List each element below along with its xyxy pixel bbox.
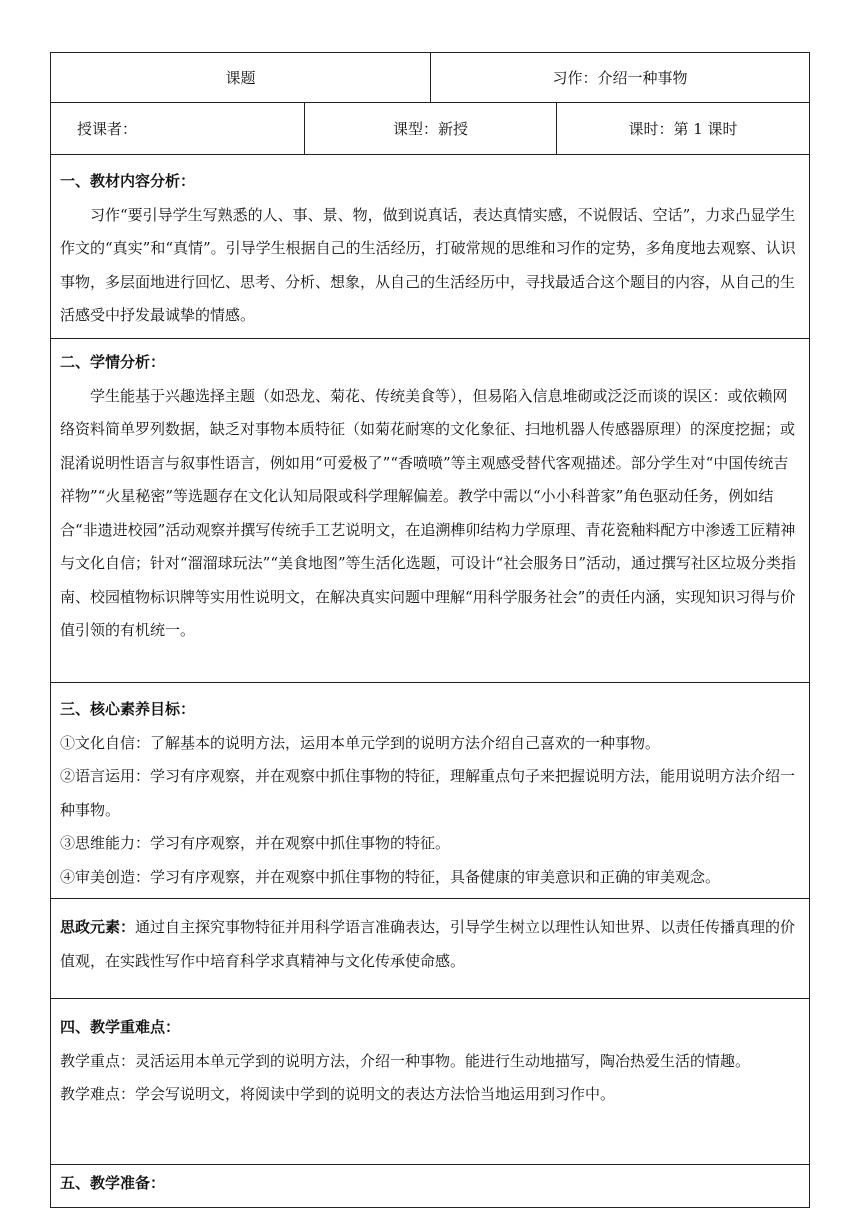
ideology-paragraph xyxy=(60,911,800,978)
section-core-goals xyxy=(51,683,809,899)
section-heading: 二、学情分析： xyxy=(60,353,166,371)
section-body: 通过自主探究事物特征并用科学语言准确表达，引导学生树立以理性认知世界、以责任传播真理的价值观，在实践性写作中培育科学求真精神与文化传承使命感。 xyxy=(60,918,796,970)
section-textbook-analysis xyxy=(51,155,809,339)
teacher-label: 授课者： xyxy=(77,120,138,138)
goal-item: ②语言运用：学习有序观察，并在观察中抓住事物的特征，理解重点句子来把握说明方法，能用说明方法介绍一种事物。 xyxy=(60,767,796,819)
title-row xyxy=(51,53,809,103)
lesson-period: 课时：第 1 课时 xyxy=(556,103,809,154)
section-key-points xyxy=(51,999,809,1165)
section-heading: 四、教学重难点： xyxy=(60,1018,181,1036)
goal-item: ③思维能力：学习有序观察，并在观察中抓住事物的特征。 xyxy=(60,834,451,852)
section-preparation xyxy=(51,1165,809,1207)
lesson-plan-table xyxy=(50,52,810,1208)
goal-item: ①文化自信：了解基本的说明方法，运用本单元学到的说明方法介绍自己喜欢的一种事物。 xyxy=(60,733,661,752)
section-body: 习作“要引导学生写熟悉的人、事、景、物，做到说真话，表达真情实感，不说假话、空话”，力求凸显学生作文的“真实”和“真情”。引导学生根据自己的生活经历，打破常规的思维和习作的定势，多角度地去观察、认识事物，多层面地进行回忆、思考、分析、想象，从自己的生活经历中，寻找最适合这个题目的内容，从自己的生活感受中抒发最诚挚的情感。 xyxy=(60,205,796,324)
section-ideology xyxy=(51,899,809,999)
topic-value: 习作：介绍一种事物 xyxy=(430,53,809,102)
section-heading: 五、教学准备： xyxy=(60,1174,166,1192)
section-heading: 思政元素： xyxy=(60,918,136,936)
info-row xyxy=(51,103,809,155)
key-point: 教学重点：灵活运用本单元学到的说明方法，介绍一种事物。能进行生动地描写，陶冶热爱生活的情趣。 xyxy=(60,1051,751,1070)
section-body: 学生能基于兴趣选择主题（如恐龙、菊花、传统美食等），但易陷入信息堆砌或泛泛而谈的误区：或依赖网络资料简单罗列数据，缺乏对事物本质特征（如菊花耐寒的文化象征、扫地机器人传感器原理）的深度挖掘；或混淆说明性语言与叙事性语言，例如用“可爱极了”“香喷喷”等主观感受替代客观描述。部分学生对“中国传统吉祥物”“火星秘密”等选题存在文化认知局限或科学理解偏差。教学中需以“小小科普家”角色驱动任务，例如结合“非遗进校园”活动观察并撰写传统手工艺说明文，在追溯榫卯结构力学原理、青花瓷釉料配方中渗透工匠精神与文化自信；针对“溜溜球玩法”“美食地图”等生活化选题，可设计“社会服务日”活动，通过撰写社区垃圾分类指南、校园植物标识牌等实用性说明文，在解决真实问题中理解“用科学服务社会”的责任内涵，实现知识习得与价值引领的有机统一。 xyxy=(60,386,797,639)
topic-label: 课题 xyxy=(225,69,256,87)
goal-item: ④审美创造：学习有序观察，并在观察中抓住事物的特征，具备健康的审美意识和正确的审美观念。 xyxy=(60,867,721,886)
section-student-analysis xyxy=(51,339,809,683)
section-heading: 一、教材内容分析： xyxy=(60,172,196,190)
difficulty-point: 教学难点：学会写说明文，将阅读中学到的说明文的表达方法恰当地运用到习作中。 xyxy=(60,1085,616,1103)
lesson-type: 课型：新授 xyxy=(304,103,556,154)
section-heading: 三、核心素养目标： xyxy=(60,700,196,718)
